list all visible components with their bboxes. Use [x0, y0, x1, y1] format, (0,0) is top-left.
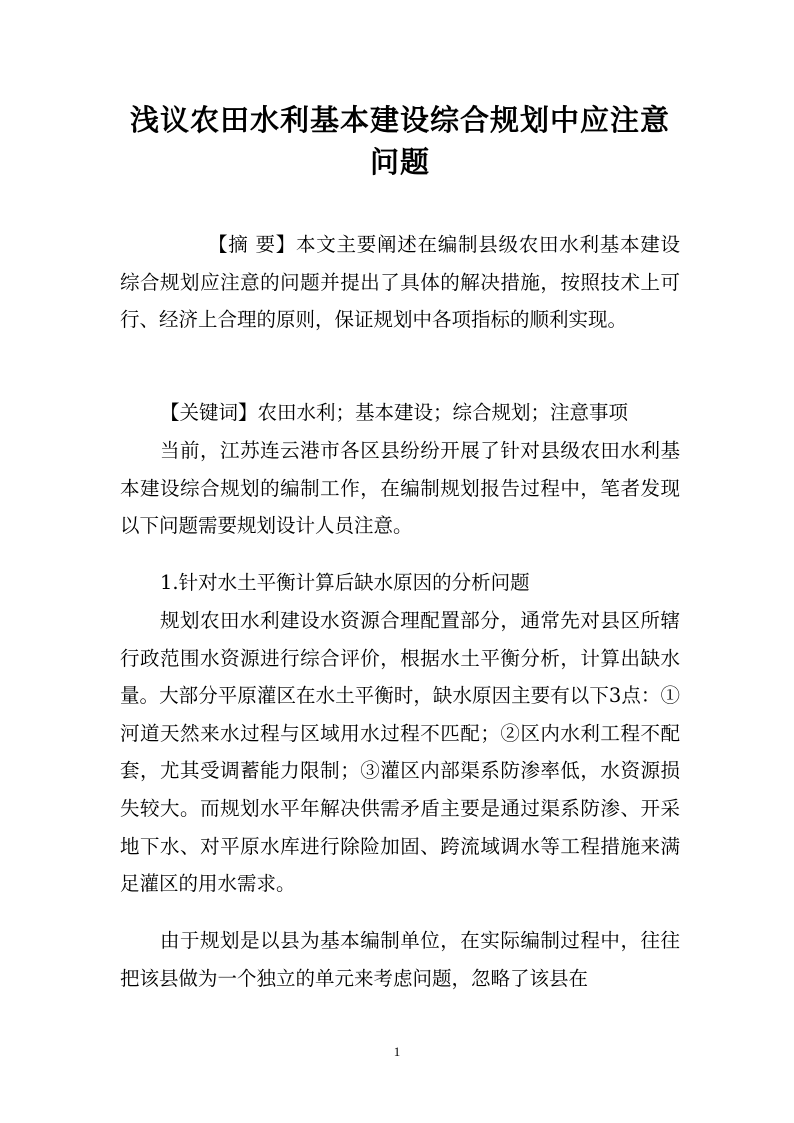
document-title-line-1: 浅议农田水利基本建设综合规划中应注意 [129, 103, 670, 137]
intro-paragraph: 当前，江苏连云港市各区县纷纷开展了针对县级农田水利基本建设综合规划的编制工作，在编制规划报告过程中，笔者发现以下问题需要规划设计人员注意。 [120, 439, 680, 538]
document-title-line-2: 问题 [369, 145, 430, 179]
page-number: 1 [393, 1044, 401, 1059]
keywords-line: 【关键词】农田水利；基本建设；综合规划；注意事项 [160, 401, 629, 424]
section-heading-1: 1.针对水土平衡计算后缺水原因的分析问题 [160, 571, 530, 594]
abstract-paragraph: 【摘 要】本文主要阐述在编制县级农田水利基本建设综合规划应注意的问题并提出了具体的解决措施，按照技术上可行、经济上合理的原则，保证规划中各项指标的顺利实现。 [120, 233, 680, 332]
body-paragraph-2: 由于规划是以县为基本编制单位，在实际编制过程中，往往把该县做为一个独立的单元来考虑问题，忽略了该县在 [120, 929, 680, 990]
body-paragraph-1: 规划农田水利建设水资源合理配置部分，通常先对县区所辖行政范围水资源进行综合评价，根据水土平衡分析，计算出缺水量。大部分平原灌区在水土平衡时，缺水原因主要有以下3点：①河道天然来水过程与区域用水过程不匹配；②区内水利工程不配套，尤其受调蓄能力限制；③灌区内部渠系防渗率低，水资源损失较大。而规划水平年解决供需矛盾主要是通过渠系防渗、开采地下水、对平原水库进行除险加固、跨流域调水等工程措施来满足灌区的用水需求。 [120, 609, 680, 896]
